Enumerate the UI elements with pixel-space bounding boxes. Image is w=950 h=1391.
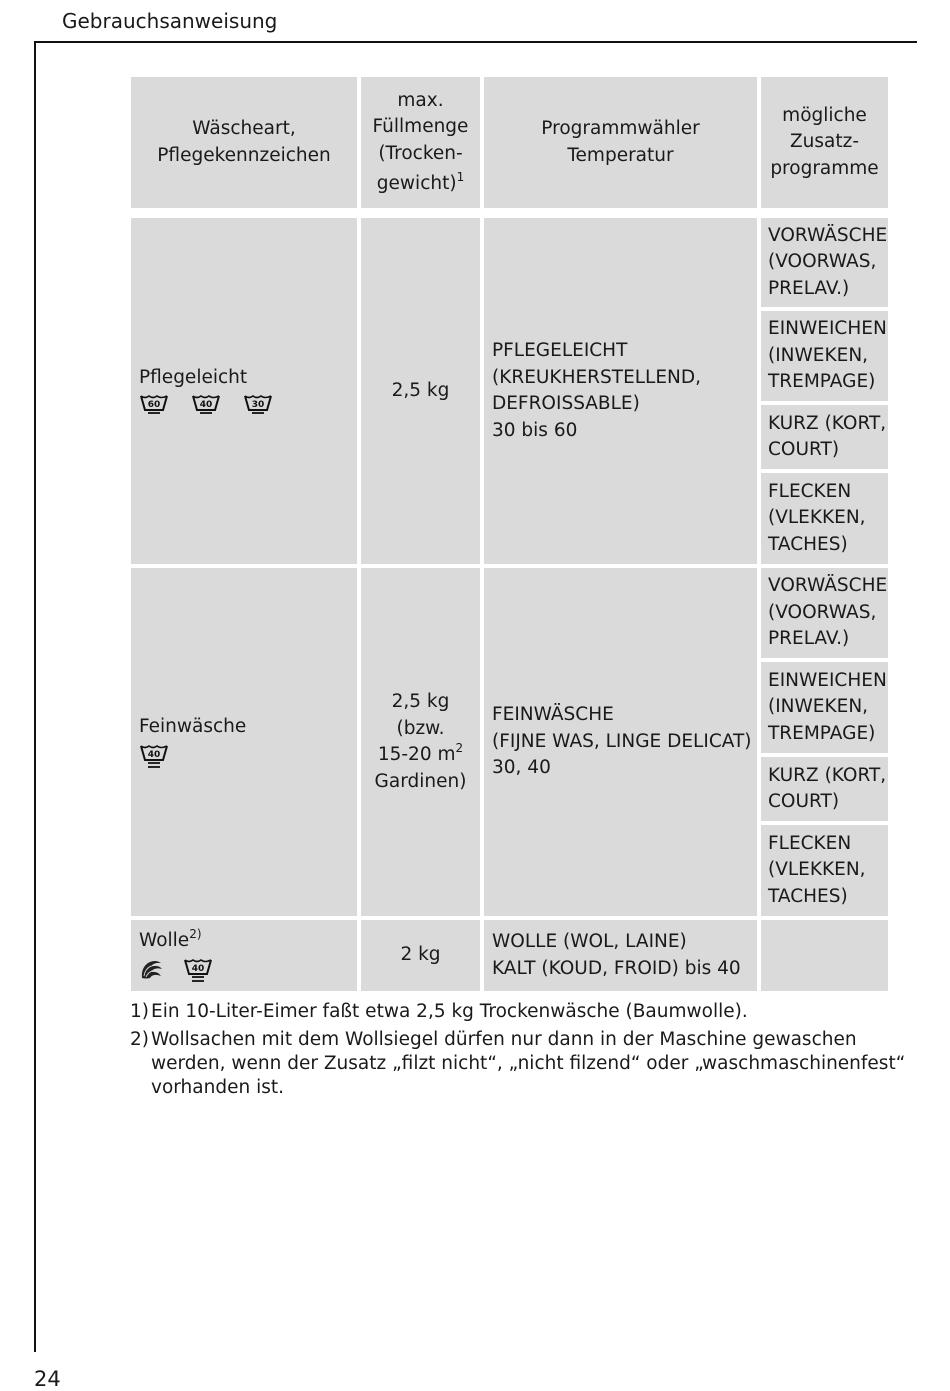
wash-tub-40-gentle-icon — [139, 743, 169, 770]
load-value: 15-20 $m^2$ — [377, 741, 464, 765]
margin-rule — [34, 41, 36, 1352]
wash-tub-40-wool-icon — [183, 957, 215, 983]
option-line: KURZ (KORT, — [768, 412, 887, 434]
option-line: COURT) — [768, 439, 840, 460]
row-feinwaesche-program — [484, 568, 757, 916]
option-stains — [761, 825, 888, 916]
svg-text:40: 40 — [191, 963, 205, 974]
row-pflegeleicht-program — [484, 218, 757, 564]
row-pflegeleicht-load — [361, 218, 480, 564]
page-number: 24 — [34, 1367, 61, 1391]
header-type-line2: Pflegekennzeichen — [157, 144, 331, 166]
care-symbols — [139, 957, 357, 983]
option-line: (VLEKKEN, — [768, 507, 866, 529]
footnote-number: 1) — [130, 1001, 149, 1022]
row-type-label: Feinwäsche — [139, 716, 247, 738]
care-symbols — [139, 393, 357, 417]
option-short — [761, 757, 888, 821]
header-load-line1: max. — [397, 89, 444, 111]
wash-tub-60-icon — [139, 393, 169, 417]
option-line: EINWEICHEN — [768, 318, 887, 340]
wash-tub-40-icon — [191, 393, 221, 417]
header-options-line2: Zusatz- — [789, 131, 859, 153]
load-value: 2,5 kg — [391, 691, 450, 712]
header-load-line2: Füllmenge — [372, 116, 469, 137]
row-feinwaesche-load — [361, 568, 480, 916]
header-load-line3: (Trocken- — [378, 142, 463, 164]
footnote-2 — [130, 1028, 910, 1100]
care-symbols — [139, 743, 357, 770]
option-line: (INWEKEN, — [768, 696, 869, 718]
header-cell-options — [761, 77, 888, 208]
option-line: VORWÄSCHE — [768, 224, 888, 246]
program-line: (KREUKHERSTELLEND, — [492, 366, 702, 388]
option-line: COURT) — [768, 791, 840, 812]
option-line: EINWEICHEN — [768, 669, 887, 691]
footnote-number: 2) — [130, 1029, 149, 1050]
program-line: DEFROISSABLE) — [492, 393, 640, 414]
svg-text:30: 30 — [251, 400, 265, 411]
footnote-text: Ein 10-Liter-Eimer faßt etwa 2,5 kg Trockenwäsche (Baumwolle). — [151, 1001, 748, 1022]
option-line: TREMPAGE) — [768, 722, 876, 744]
option-line: (VLEKKEN, — [768, 859, 866, 881]
program-line: 30 bis 60 — [492, 419, 578, 441]
svg-text:60: 60 — [147, 400, 161, 411]
load-value: (bzw. — [396, 717, 445, 739]
svg-text:40: 40 — [147, 749, 161, 760]
option-line: TREMPAGE) — [768, 371, 876, 393]
header-options-line1: mögliche — [782, 104, 867, 126]
option-line: (INWEKEN, — [768, 344, 869, 366]
row-type-label: Wolle$^{2)}$ — [139, 927, 202, 952]
option-line: TACHES) — [768, 885, 848, 907]
header-rule — [34, 41, 917, 43]
header-load-line4: gewicht)$^1$ — [376, 170, 465, 194]
option-prewash — [761, 218, 888, 307]
footnotes — [130, 1000, 910, 1100]
option-soak — [761, 662, 888, 753]
header-options-line3: programme — [770, 157, 879, 179]
header-cell-program — [484, 77, 757, 208]
row-wolle-program — [484, 920, 757, 991]
footnote-text: Wollsachen mit dem Wollsiegel dürfen nur dann in der Maschine gewaschen werden, wenn der Zusatz „filzt nicht“, „nicht filzend“ oder „waschmaschinenfest“ vorhanden ist. — [151, 1029, 906, 1098]
row-wolle-type — [131, 920, 357, 991]
wash-tub-30-icon — [243, 393, 273, 417]
program-line: PFLEGELEICHT — [492, 340, 628, 361]
program-line: (FIJNE WAS, LINGE DELICAT) — [492, 730, 752, 752]
row-type-label: Pflegeleicht — [139, 366, 248, 388]
load-value: 2,5 kg — [391, 379, 450, 401]
header-title: Gebrauchsanweisung — [62, 9, 278, 33]
load-value: Gardinen) — [374, 770, 467, 792]
footnote-1 — [130, 1000, 910, 1024]
header-cell-type — [131, 77, 357, 208]
row-wolle-load — [361, 920, 480, 991]
program-line: 30, 40 — [492, 757, 551, 779]
header-program-line2: Temperatur — [567, 144, 674, 166]
program-line: WOLLE (WOL, LAINE) — [492, 931, 687, 952]
row-pflegeleicht-type — [131, 218, 357, 564]
option-prewash — [761, 568, 888, 658]
wool-seal-icon — [139, 958, 165, 982]
option-line: (VOORWAS, — [768, 601, 877, 623]
option-line: PRELAV.) — [768, 277, 850, 299]
option-line: KURZ (KORT, — [768, 764, 887, 786]
header-type-line1: Wäscheart, — [192, 118, 296, 139]
option-stains — [761, 473, 888, 564]
option-line: PRELAV.) — [768, 628, 850, 650]
option-line: FLECKEN — [768, 832, 852, 854]
option-soak — [761, 311, 888, 401]
row-feinwaesche-type — [131, 568, 357, 916]
option-line: TACHES) — [768, 533, 848, 555]
program-line: FEINWÄSCHE — [492, 704, 614, 726]
option-line: (VOORWAS, — [768, 251, 877, 273]
option-short — [761, 405, 888, 469]
header-cell-load — [361, 77, 480, 208]
load-value: 2 kg — [400, 944, 441, 966]
svg-text:40: 40 — [199, 400, 213, 411]
option-line: FLECKEN — [768, 480, 852, 502]
program-line: KALT (KOUD, FROID) bis 40 — [492, 957, 741, 979]
row-wolle-options-empty — [761, 920, 888, 991]
header-program-line1: Programmwähler — [541, 118, 700, 139]
option-line: VORWÄSCHE — [768, 575, 888, 597]
